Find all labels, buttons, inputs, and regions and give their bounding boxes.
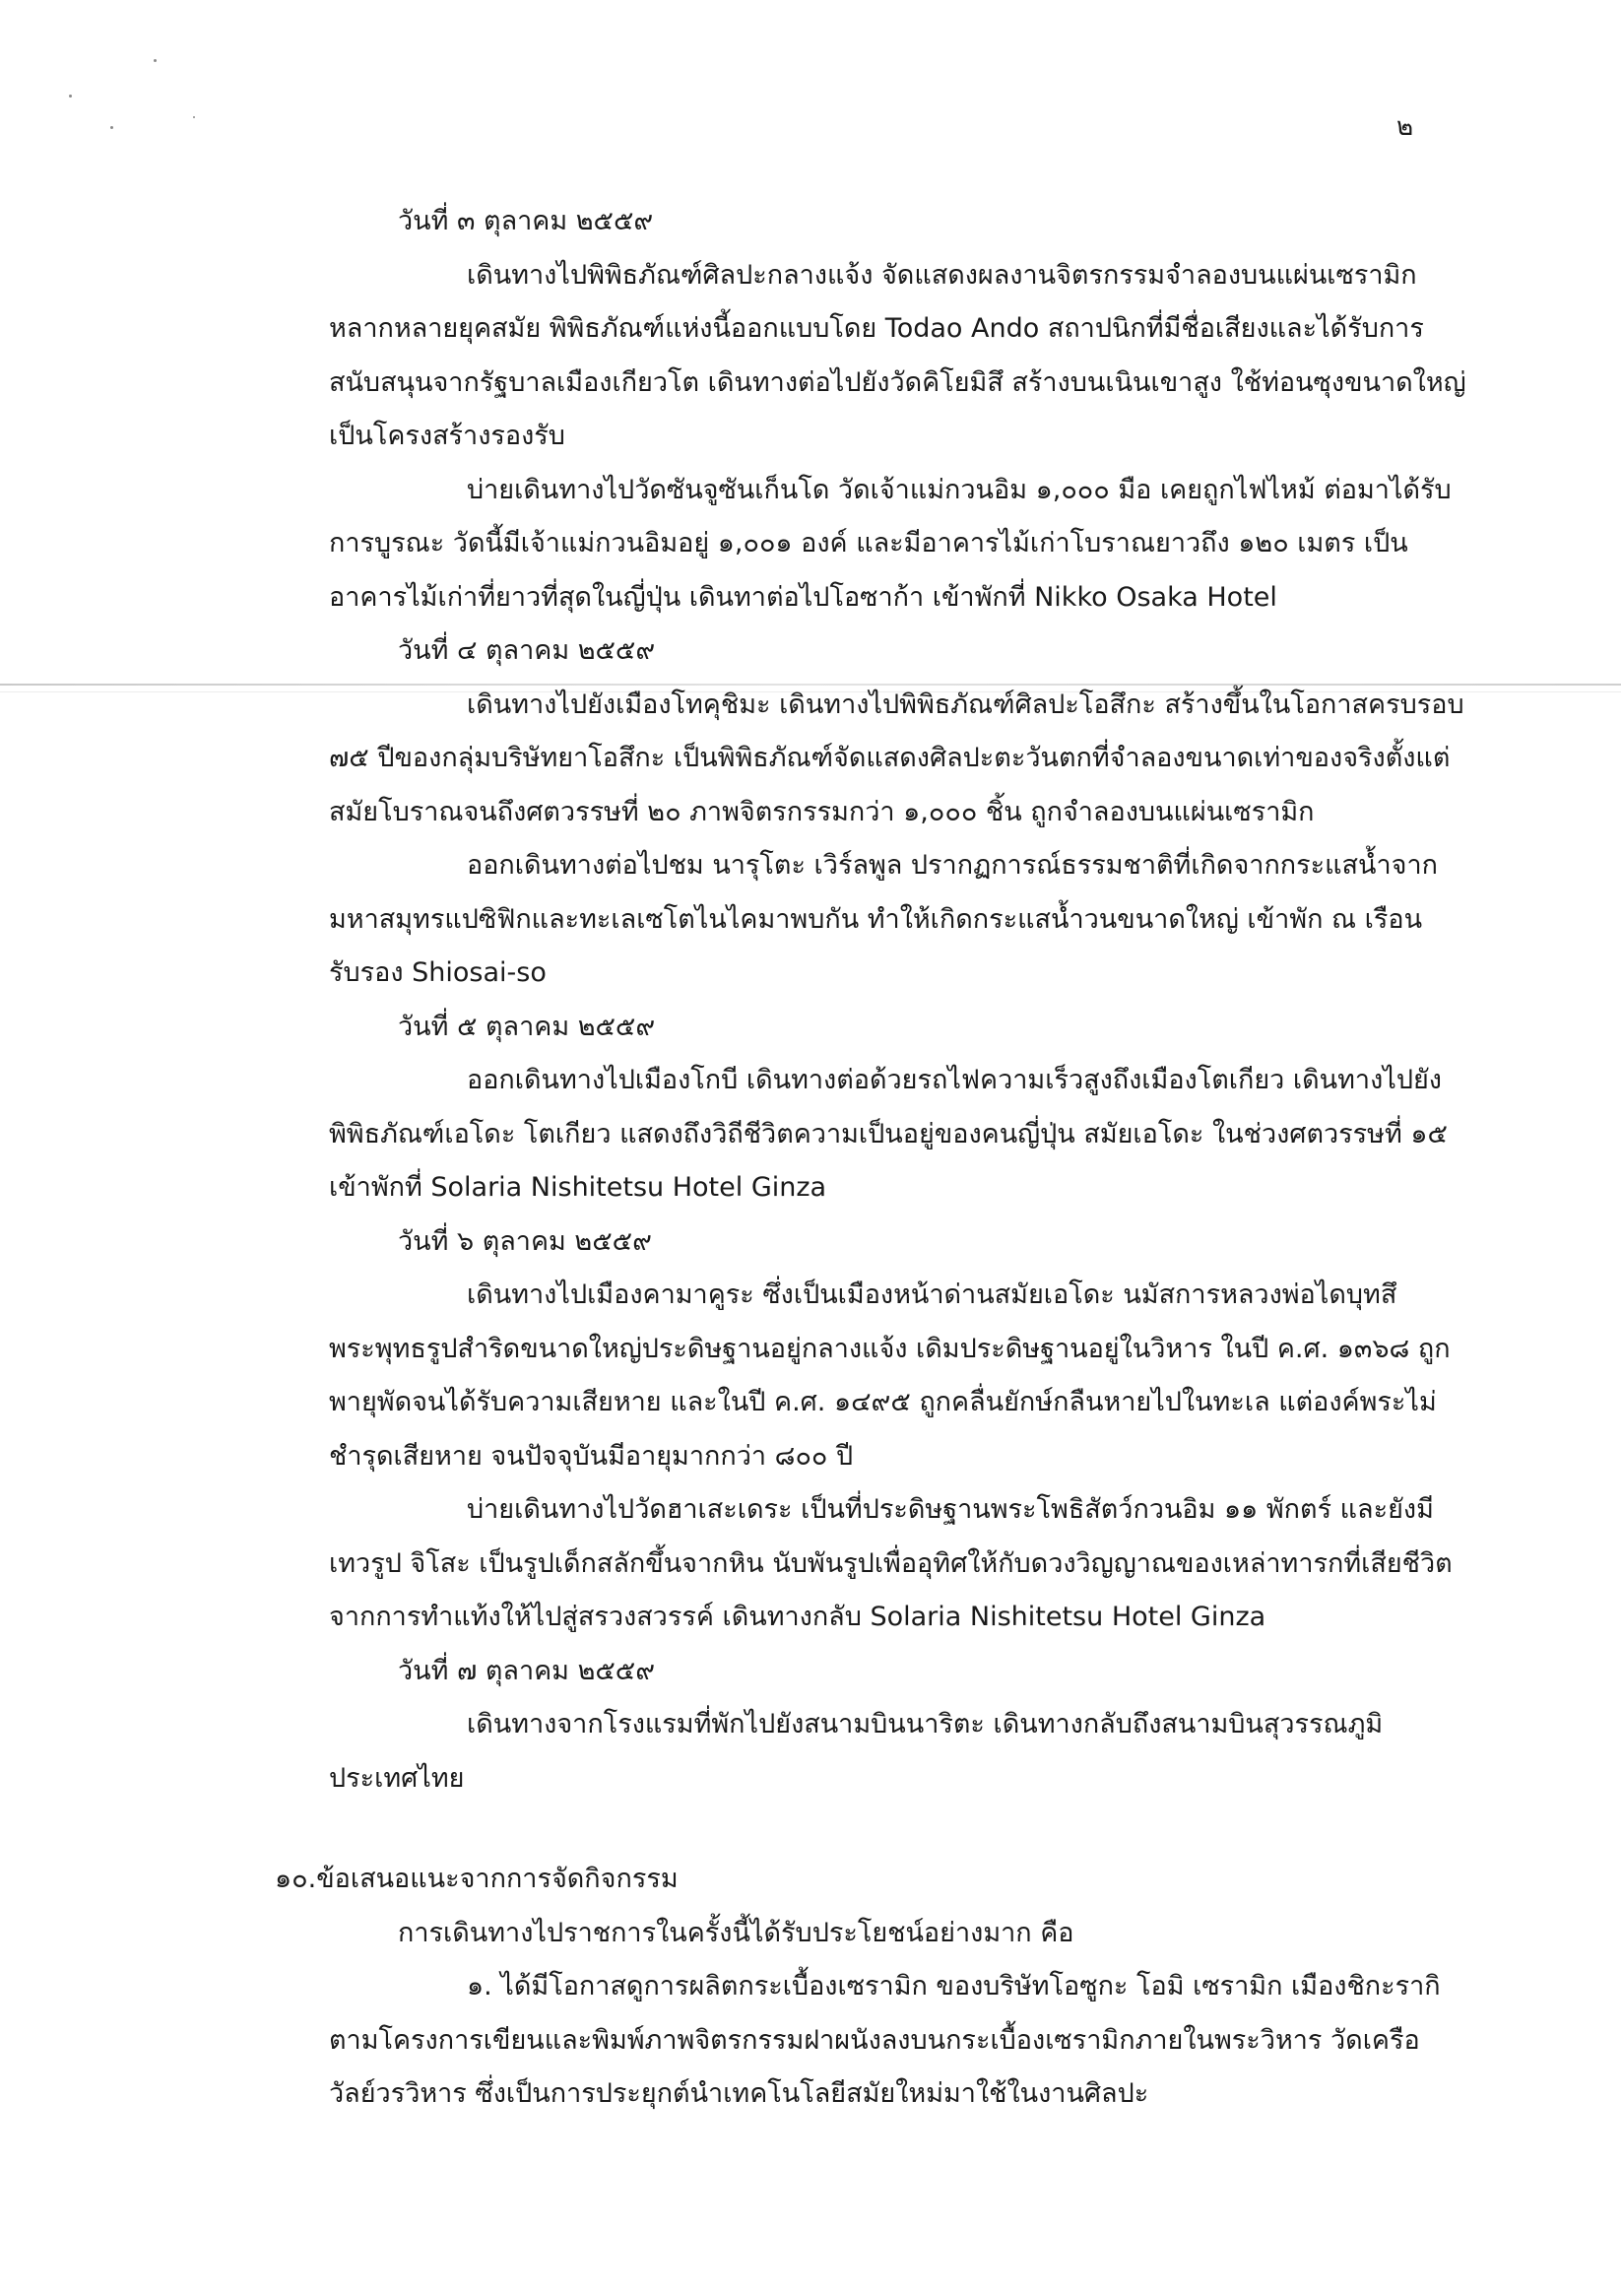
- date-heading: วันที่ ๖ ตุลาคม ๒๕๕๙: [398, 1225, 652, 1257]
- paragraph-first-line: เดินทางไปยังเมืองโทคุชิมะ เดินทางไปพิพิธภัณฑ์ศิลปะโอสึกะ สร้างขึ้นในโอกาสครบรอบ: [467, 689, 1464, 720]
- paragraph-line: พายุพัดจนได้รับความเสียหาย และในปี ค.ศ. ๑๔๙๕ ถูกคลื่นยักษ์กลืนหายไปในทะเล แต่องค์พระไม่: [329, 1387, 1437, 1417]
- date-heading: วันที่ ๔ ตุลาคม ๒๕๕๙: [398, 635, 656, 666]
- body-text: [275, 195, 1466, 2122]
- paragraph-line: จากการทำแท้งให้ไปสู่สรวงสวรรค์ เดินทางกลับ Solaria Nishitetsu Hotel Ginza: [329, 1602, 1266, 1632]
- paragraph-first-line: ออกเดินทางไปเมืองโกบี เดินทางต่อด้วยรถไฟความเร็วสูงถึงเมืองโตเกียว เดินทางไปยัง: [467, 1065, 1442, 1095]
- date-heading: วันที่ ๓ ตุลาคม ๒๕๕๙: [398, 206, 654, 236]
- paragraph-first-line: เดินทางจากโรงแรมที่พักไปยังสนามบินนาริตะ เดินทางกลับถึงสนามบินสุวรรณภูมิ: [467, 1709, 1384, 1739]
- paragraph-line: ประเทศไทย: [329, 1762, 465, 1794]
- paragraph-line: การบูรณะ วัดนี้มีเจ้าแม่กวนอิมอยู่ ๑,๐๐๑ องค์ และมีอาคารไม้เก่าโบราณยาวถึง ๑๒๐ เมตร เป็น: [329, 528, 1408, 558]
- paragraph-line: เข้าพักที่ Solaria Nishitetsu Hotel Ginza: [329, 1172, 827, 1203]
- paragraph-first-line: ๑. ได้มีโอกาสดูการผลิตกระเบื้องเซรามิก ของบริษัทโอซูกะ โอมิ เซรามิก เมืองชิกะรากิ: [467, 1971, 1441, 2001]
- paragraph-line: ๗๕ ปีของกลุ่มบริษัทยาโอสึกะ เป็นพิพิธภัณฑ์จัดแสดงศิลปะตะวันตกที่จำลองขนาดเท่าของจริงตั้งแต่: [329, 743, 1451, 773]
- paragraph-line: หลากหลายยุคสมัย พิพิธภัณฑ์แห่งนี้ออกแบบโดย Todao Ando สถาปนิกที่มีชื่อเสียงและได้รับการ: [329, 313, 1424, 344]
- scan-speck: [154, 59, 157, 62]
- paragraph-line: เทวรูป จิโสะ เป็นรูปเด็กสลักขึ้นจากหิน นับพันรูปเพื่ออุทิศให้กับดวงวิญญาณของเหล่าทารกที่เสียชีวิต: [329, 1547, 1453, 1579]
- section-heading: ๑๐.ข้อเสนอแนะจากการจัดกิจกรรม: [275, 1864, 679, 1894]
- paragraph-line: พิพิธภัณฑ์เอโดะ โตเกียว แสดงถึงวิถีชีวิตความเป็นอยู่ของคนญี่ปุ่น สมัยเอโดะ ในช่วงศตวรรษที่ ๑๕: [329, 1118, 1448, 1149]
- paragraph-line: เป็นโครงสร้างรองรับ: [329, 421, 565, 451]
- paragraph-line: มหาสมุทรแปซิฟิกและทะเลเซโตไนไคมาพบกัน ทำให้เกิดกระแสน้ำวนขนาดใหญ่ เข้าพัก ณ เรือน: [329, 903, 1423, 935]
- scan-speck: [110, 126, 113, 129]
- paragraph-line: ชำรุดเสียหาย จนปัจจุบันมีอายุมากกว่า ๘๐๐ ปี: [329, 1440, 854, 1472]
- spacer: [329, 1805, 1461, 1853]
- date-heading: วันที่ ๗ ตุลาคม ๒๕๕๙: [398, 1655, 656, 1686]
- section-intro: การเดินทางไปราชการในครั้งนี้ได้รับประโยชน์อย่างมาก คือ: [398, 1917, 1074, 1948]
- paragraph-first-line: เดินทางไปเมืองคามาคูระ ซึ่งเป็นเมืองหน้าด่านสมัยเอโดะ นมัสการหลวงพ่อไดบุทสึ: [467, 1279, 1397, 1310]
- paragraph-line: รับรอง Shiosai-so: [329, 957, 547, 988]
- paragraph-line: วัลย์วรวิหาร ซึ่งเป็นการประยุกต์นำเทคโนโลยีสมัยใหม่มาใช้ในงานศิลปะ: [329, 2078, 1149, 2109]
- paragraph-first-line: ออกเดินทางต่อไปชม นารุโตะ เวิร์ลพูล ปรากฏการณ์ธรรมชาติที่เกิดจากกระแสน้ำจาก: [467, 850, 1438, 881]
- paragraph-line: อาคารไม้เก่าที่ยาวที่สุดในญี่ปุ่น เดินทาต่อไปโอซาก้า เข้าพักที่ Nikko Osaka Hotel: [329, 581, 1277, 613]
- paragraph-first-line: บ่ายเดินทางไปวัดฮาเสะเดระ เป็นที่ประดิษฐานพระโพธิสัตว์กวนอิม ๑๑ พักตร์ และยังมี: [467, 1494, 1434, 1525]
- paragraph-line: สมัยโบราณจนถึงศตวรรษที่ ๒๐ ภาพจิตรกรรมกว่า ๑,๐๐๐ ชิ้น ถูกจำลองบนแผ่นเซรามิก: [329, 796, 1315, 827]
- paragraph-first-line: บ่ายเดินทางไปวัดซันจูซันเก็นโด วัดเจ้าแม่กวนอิม ๑,๐๐๐ มือ เคยถูกไฟไหม้ ต่อมาได้รับ: [467, 474, 1452, 505]
- date-heading: วันที่ ๕ ตุลาคม ๒๕๕๙: [398, 1011, 656, 1042]
- scan-speck: [69, 95, 72, 98]
- page-number: ๒: [1396, 112, 1414, 142]
- paragraph-line: พระพุทธรูปสำริดขนาดใหญ่ประดิษฐานอยู่กลางแจ้ง เดิมประดิษฐานอยู่ในวิหาร ในปี ค.ศ. ๑๓๖๘ ถูก: [329, 1333, 1451, 1364]
- scan-speck: [193, 116, 195, 118]
- paragraph-line: ตามโครงการเขียนและพิมพ์ภาพจิตรกรรมฝาผนังลงบนกระเบื้องเซรามิกภายในพระวิหาร วัดเครือ: [329, 2024, 1420, 2056]
- paragraph-line: สนับสนุนจากรัฐบาลเมืองเกียวโต เดินทางต่อไปยังวัดคิโยมิสึ สร้างบนเนินเขาสูง ใช้ท่อนซุงขนาดใหญ่: [329, 366, 1466, 398]
- paragraph-first-line: เดินทางไปพิพิธภัณฑ์ศิลปะกลางแจ้ง จัดแสดงผลงานจิตรกรรมจำลองบนแผ่นเซรามิก: [467, 259, 1417, 291]
